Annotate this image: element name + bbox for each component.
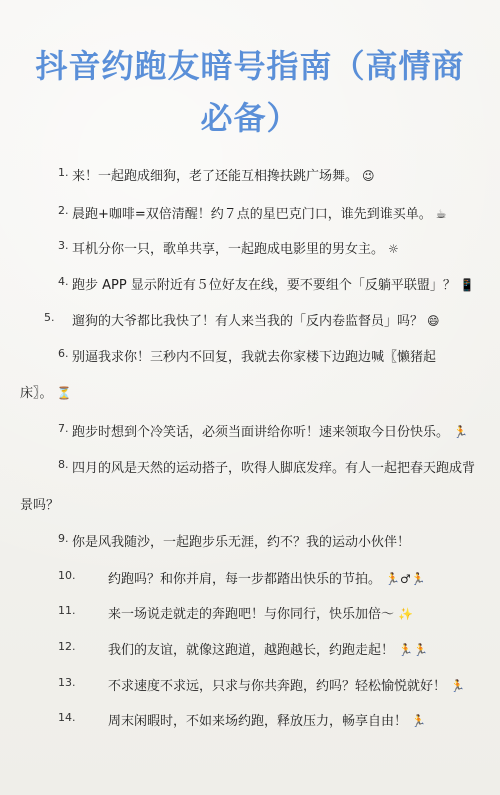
item-number: 8. bbox=[58, 458, 69, 471]
item-continuation: 景吗？ bbox=[20, 498, 60, 513]
sun-icon: ☼ bbox=[388, 242, 399, 256]
title-line-2: 必备） bbox=[200, 99, 300, 137]
item-text: 来一场说走就走的奔跑吧！与你同行，快乐加倍～ ✨ bbox=[108, 607, 413, 622]
hourglass-icon: ⏳ bbox=[56, 386, 72, 400]
item-number: 11. bbox=[58, 604, 76, 617]
runner-icon: 🏃 bbox=[411, 714, 426, 728]
item-number: 3. bbox=[58, 239, 69, 252]
item-text: 晨跑+咖啡=双倍清醒！约７点的星巴克门口，谁先到谁买单。 ☕ bbox=[72, 207, 447, 222]
item-text: 来！一起跑成细狗，老了还能互相搀扶跳广场舞。 😉 bbox=[72, 169, 375, 184]
smile-emoji-icon: 😄 bbox=[427, 314, 440, 328]
runners-icon: 🏃🏃 bbox=[398, 643, 428, 657]
item-continuation: 床〗。 ⏳ bbox=[20, 386, 72, 401]
runners-icon: 🏃♂🏃 bbox=[385, 572, 426, 586]
item-number: 12. bbox=[58, 640, 76, 653]
item-text: 我们的友谊，就像这跑道，越跑越长，约跑走起！ 🏃🏃 bbox=[108, 643, 428, 658]
item-number: 4. bbox=[58, 275, 69, 288]
wink-emoji-icon: 😉 bbox=[362, 169, 375, 183]
phone-icon: 📱 bbox=[459, 278, 475, 292]
item-number: 13. bbox=[58, 676, 76, 689]
runner-icon: 🏃 bbox=[450, 679, 465, 693]
item-text: 别逼我求你！三秒内不回复，我就去你家楼下边跑边喊〖懒猪起 bbox=[72, 350, 437, 365]
item-text: 遛狗的大爷都比我快了！有人来当我的「反内卷监督员」吗？ 😄 bbox=[72, 314, 440, 329]
item-number: 10. bbox=[58, 569, 76, 582]
item-text: 不求速度不求远，只求与你共奔跑，约吗？轻松愉悦就好！ 🏃 bbox=[108, 679, 465, 694]
item-number: 14. bbox=[58, 711, 76, 724]
item-number: 6. bbox=[58, 347, 69, 360]
coffee-icon: ☕ bbox=[435, 207, 447, 221]
item-text: 耳机分你一只，歌单共享，一起跑成电影里的男女主。 ☼ bbox=[72, 242, 399, 257]
item-text: 你是风我随沙，一起跑步乐无涯，约不？我的运动小伙伴！ bbox=[72, 535, 411, 550]
item-number: 5. bbox=[44, 311, 55, 324]
item-number: 2. bbox=[58, 204, 69, 217]
title-line-1: 抖音约跑友暗号指南（高情商 bbox=[35, 47, 465, 85]
item-text: 周末闲暇时，不如来场约跑，释放压力，畅享自由！ 🏃 bbox=[108, 714, 426, 729]
runner-icon: 🏃 bbox=[453, 425, 468, 439]
page-title bbox=[0, 40, 500, 144]
item-number: 9. bbox=[58, 532, 69, 545]
item-number: 1. bbox=[58, 166, 69, 179]
item-number: 7. bbox=[58, 422, 69, 435]
item-text: 跑步时想到个冷笑话，必须当面讲给你听！速来领取今日份快乐。 🏃 bbox=[72, 425, 468, 440]
item-text: 跑步 APP 显示附近有５位好友在线，要不要组个「反躺平联盟」？ 📱 bbox=[72, 278, 475, 293]
item-text: 约跑吗？和你并肩，每一步都踏出快乐的节拍。 🏃♂🏃 bbox=[108, 572, 426, 587]
item-text: 四月的风是天然的运动搭子，吹得人脚底发痒。有人一起把春天跑成背 bbox=[72, 461, 476, 476]
sparkles-icon: ✨ bbox=[398, 607, 413, 621]
